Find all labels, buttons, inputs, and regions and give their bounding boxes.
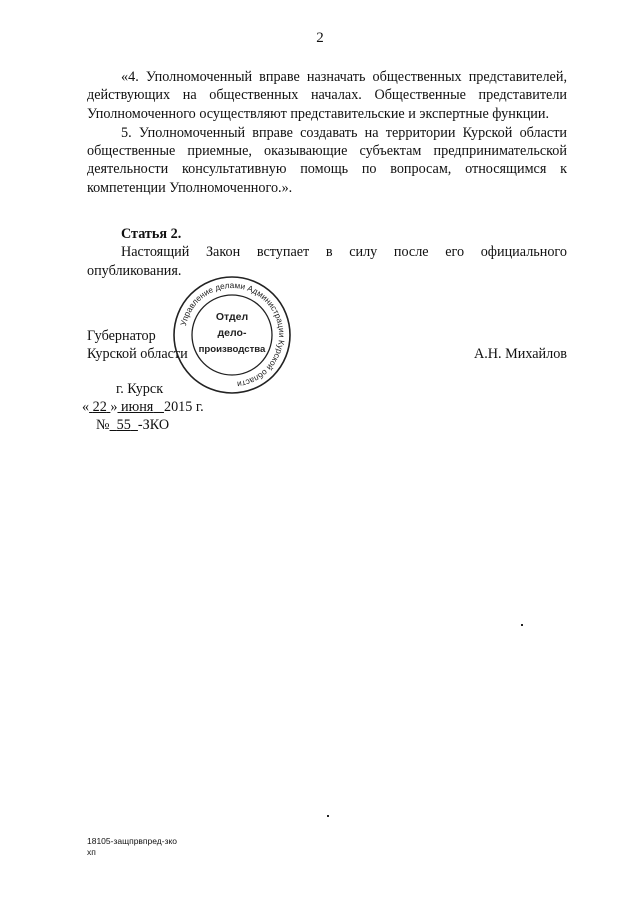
footer-code xyxy=(87,836,177,858)
paragraph-4: «4. Уполномоченный вправе назначать общественных представителей, действующих на общественных началах. Общественные представители Уполномоченного осуществляют представительские и экспертные функции. xyxy=(87,69,567,122)
city: г. Курск xyxy=(116,381,164,397)
seal-line-2: дело- xyxy=(217,327,247,339)
article-title: Статья 2. xyxy=(121,226,182,242)
speck xyxy=(521,624,523,626)
signature-title-1: Губернатор xyxy=(87,328,156,344)
seal-line-1: Отдел xyxy=(215,311,249,323)
article-text: Настоящий Закон вступает в силу после его официального опубликования. xyxy=(87,244,567,279)
footer-line-2: хп xyxy=(87,847,96,857)
amendment-text xyxy=(87,68,567,197)
official-seal xyxy=(170,273,294,397)
number-value: 55 xyxy=(116,417,131,433)
seal-line-3: производства xyxy=(198,344,266,355)
footer-line-1: 18105-защпрвпред-зко xyxy=(87,836,178,846)
number-prefix: № xyxy=(96,417,110,433)
governor-name: А.Н. Михайлов xyxy=(473,346,567,362)
date-close-quote: » xyxy=(110,399,118,415)
date-month: июня xyxy=(121,399,154,415)
number-suffix: -ЗКО xyxy=(137,417,170,433)
law-number xyxy=(96,416,169,434)
paragraph-5: 5. Уполномоченный вправе создавать на территории Курской области общественные приемные, оказывающие субъектам предпринимательской деятельности консультативную помощь по вопросам, относящимся к компетенции Уполномоченного.». xyxy=(87,124,567,196)
article-2 xyxy=(87,225,567,280)
date-line xyxy=(82,398,204,416)
date-day: 22 xyxy=(92,399,107,415)
page-number: 2 xyxy=(316,30,324,46)
signature-title-2: Курской области xyxy=(87,346,188,362)
speck xyxy=(327,815,329,817)
seal-outer-text: Управление делами Администрации Курской области xyxy=(177,279,288,390)
date-open-quote: « xyxy=(82,399,90,415)
signature-block xyxy=(87,327,567,363)
date-year: 2015 г. xyxy=(163,399,204,415)
